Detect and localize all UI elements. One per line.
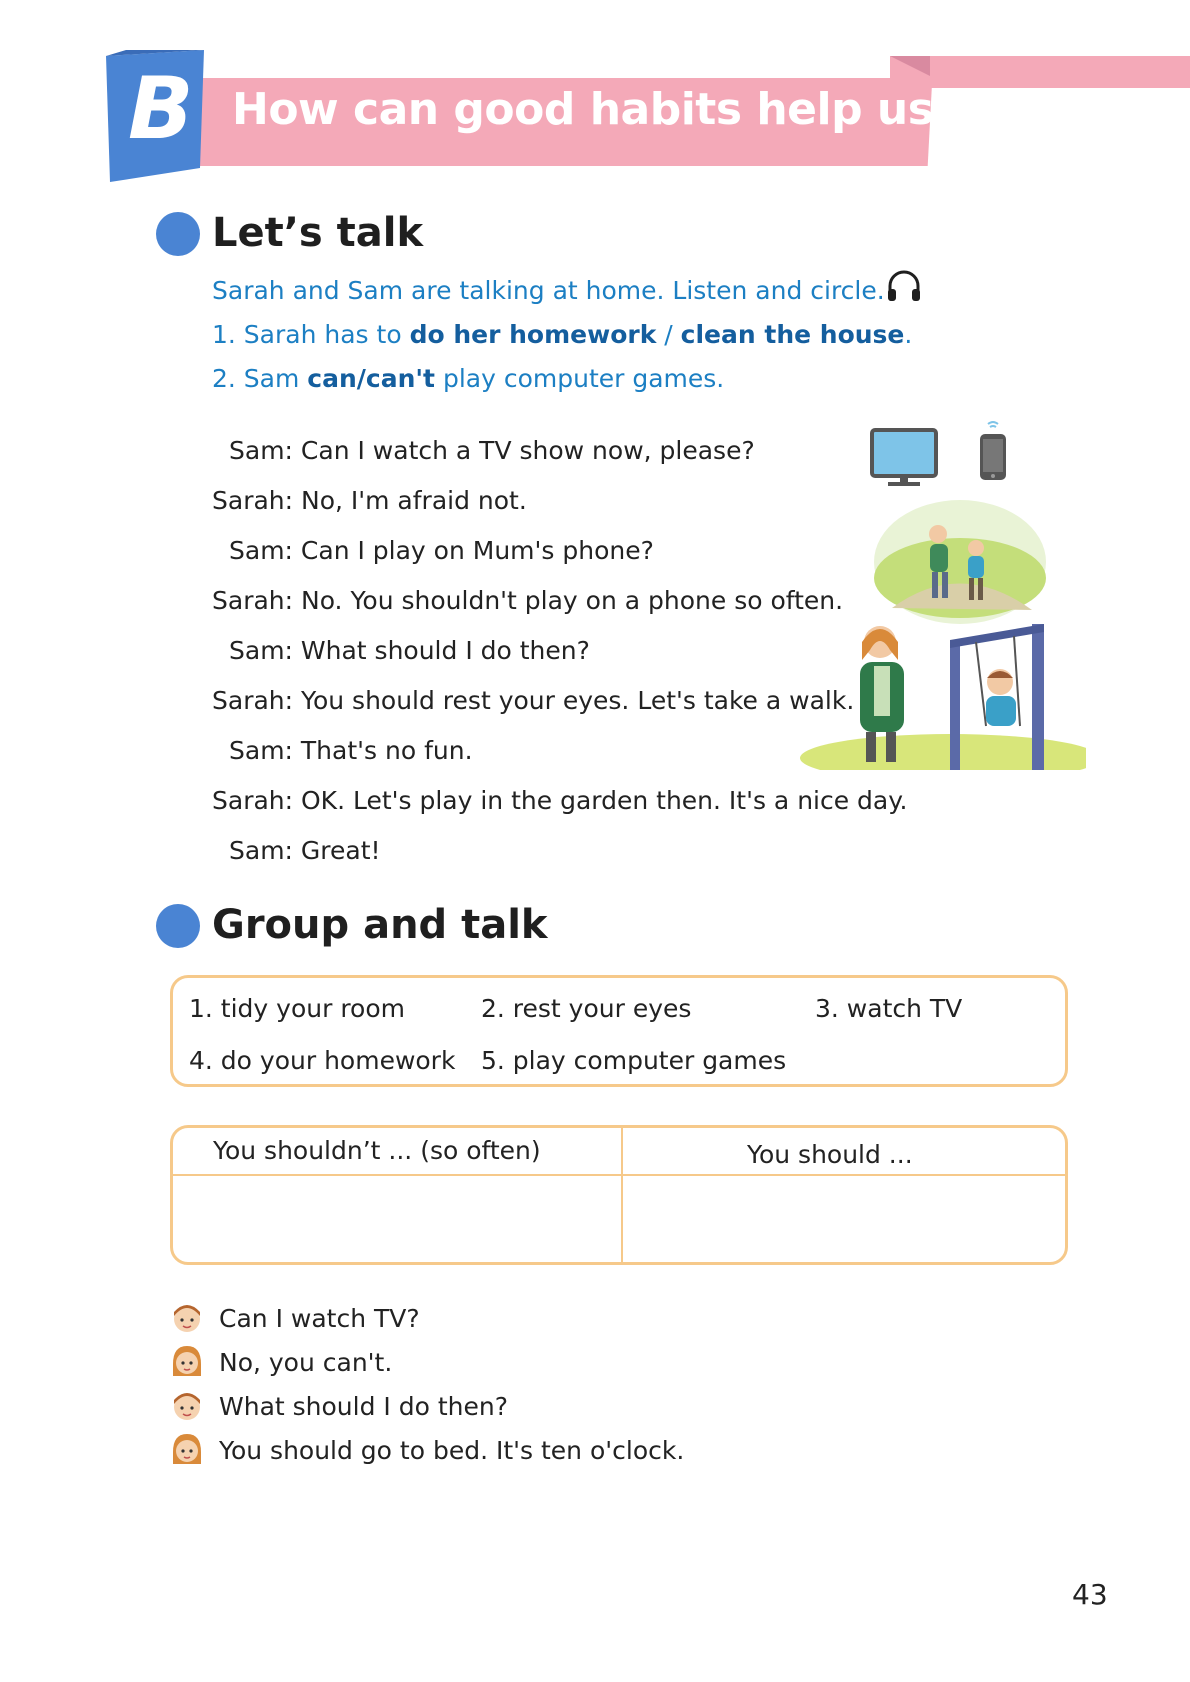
sorting-table [170, 1125, 1068, 1265]
option-can-cant[interactable]: can/can't [307, 364, 436, 393]
dialogue-line: Sarah: No, I'm afraid not. [212, 486, 527, 515]
phrase-item: 1. tidy your room [189, 994, 405, 1023]
boy-face-icon [170, 1388, 204, 1422]
dialogue-line: Sarah: No. You shouldn't play on a phone so often. [212, 586, 844, 615]
lets-talk-heading: Let’s talk [212, 210, 424, 256]
option-clean-house[interactable]: clean the house [680, 320, 905, 349]
phrase-box [170, 975, 1068, 1087]
table-header-shouldnt: You shouldn’t ... (so often) [213, 1136, 541, 1165]
phone-icon [976, 418, 1010, 484]
section-bullet [156, 212, 200, 256]
table-divider [173, 1174, 1065, 1176]
walk-illustration [872, 498, 1048, 626]
dialogue-line: Sam: That's no fun. [229, 736, 473, 765]
answer-cell-shouldnt[interactable] [177, 1178, 617, 1258]
girl-face-icon [170, 1432, 204, 1466]
example-line: What should I do then? [219, 1392, 508, 1421]
group-talk-heading: Group and talk [212, 902, 548, 948]
table-header-should: You should ... [747, 1140, 913, 1169]
swing-illustration [790, 620, 1086, 770]
dialogue-line: Sam: Can I play on Mum's phone? [229, 536, 654, 565]
example-line: No, you can't. [219, 1348, 393, 1377]
answer-cell-should[interactable] [627, 1178, 1063, 1258]
phrase-item: 2. rest your eyes [481, 994, 692, 1023]
header-ribbon-fold [890, 56, 930, 76]
dialogue-line: Sarah: OK. Let's play in the garden then. It's a nice day. [212, 786, 908, 815]
dialogue-line: Sam: What should I do then? [229, 636, 590, 665]
table-divider [621, 1128, 623, 1262]
option-do-homework[interactable]: do her homework [409, 320, 657, 349]
section-bullet [156, 904, 200, 948]
section-letter: B [128, 59, 194, 159]
dialogue-line: Sam: Great! [229, 836, 381, 865]
phrase-item: 3. watch TV [815, 994, 963, 1023]
headphones-icon[interactable] [886, 270, 922, 304]
example-line: You should go to bed. It's ten o'clock. [219, 1436, 685, 1465]
dialogue-line: Sam: Can I watch a TV show now, please? [229, 436, 755, 465]
page-title: How can good habits help us? [232, 84, 959, 135]
phrase-item: 5. play computer games [481, 1046, 787, 1075]
dialogue-line: Sarah: You should rest your eyes. Let's take a walk. [212, 686, 855, 715]
example-line: Can I watch TV? [219, 1304, 420, 1333]
phrase-item: 4. do your homework [189, 1046, 456, 1075]
boy-face-icon [170, 1300, 204, 1334]
girl-face-icon [170, 1344, 204, 1378]
listen-instruction: Sarah and Sam are talking at home. Listen and circle. [212, 276, 885, 305]
circle-item-1: 1. Sarah has to do her homework / clean the house. [212, 320, 913, 349]
page-number: 43 [1072, 1578, 1108, 1611]
circle-item-2: 2. Sam can/can't play computer games. [212, 364, 725, 393]
tv-icon [870, 428, 940, 488]
